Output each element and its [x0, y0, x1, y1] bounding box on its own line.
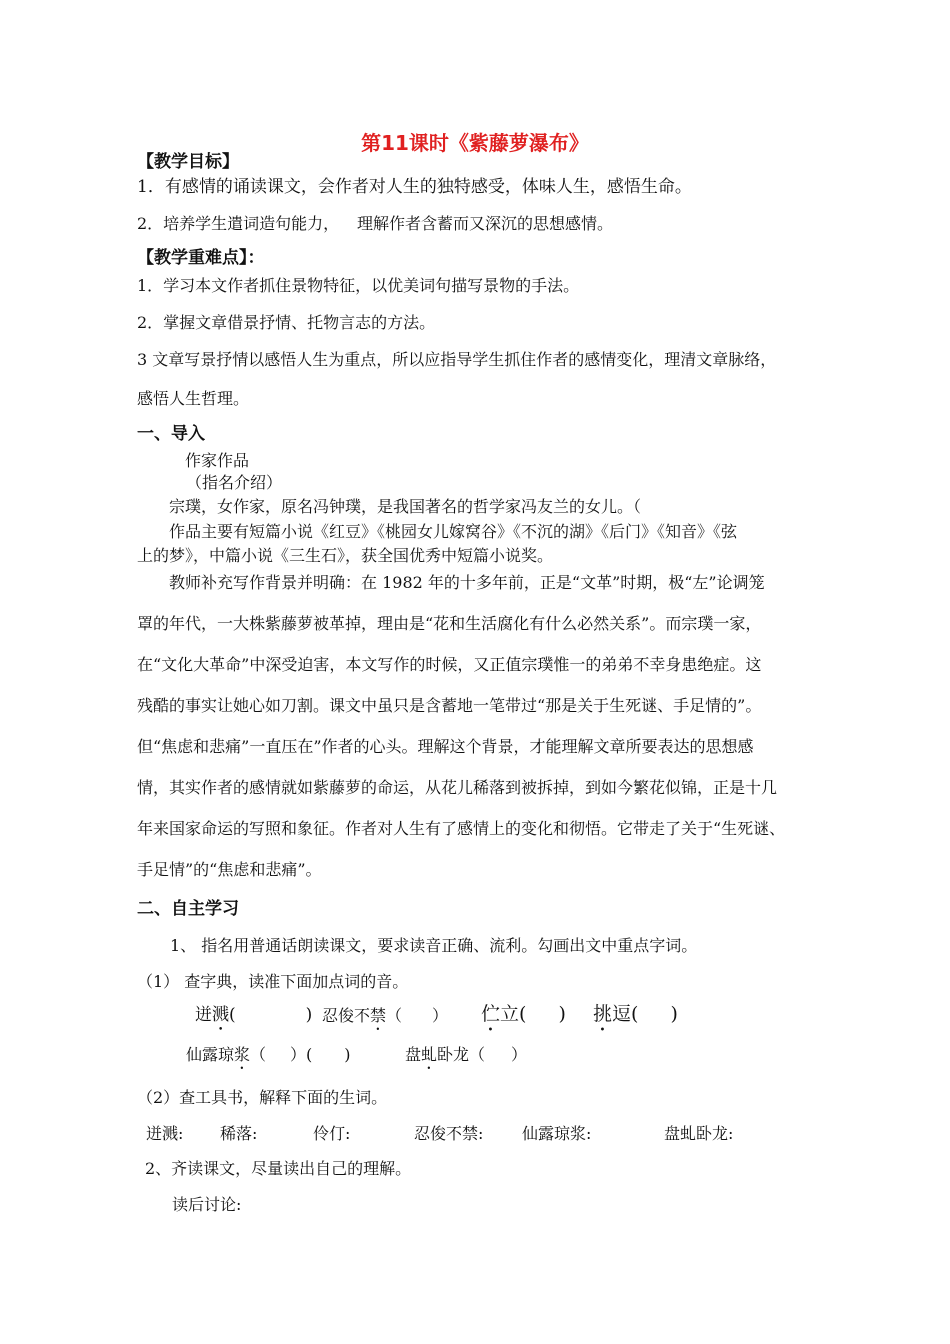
intro-heading: 一、导入	[137, 424, 205, 444]
page-title: 第11课时《紫藤萝瀑布》	[361, 131, 589, 155]
intro-line: 作品主要有短篇小说《红豆》《桃园女儿嫁窝谷》《不沉的湖》《后门》《知音》《弦	[169, 522, 738, 541]
keypoint-3: 3 文章写景抒情以感悟人生为重点，所以应指导学生抓住作者的感情变化，理清文章脉络，	[137, 350, 777, 369]
intro-sub1: 作家作品	[185, 451, 250, 470]
study-heading: 二、自主学习	[137, 899, 239, 919]
pron-item: 迸溅( )	[195, 1005, 313, 1025]
keypoint-2: 2．掌握文章借景抒情、托物言志的方法。	[137, 313, 436, 332]
intro-line: 残酷的事实让她心如刀割。课文中虽只是含蓄地一笔带过“那是关于生死谜、手足情的”。	[137, 696, 762, 715]
keypoint-1: 1．学习本文作者抓住景物特征，以优美词句描写景物的手法。	[137, 276, 580, 295]
intro-line: 但“焦虑和悲痛”一直压在”作者的心头。理解这个背景，才能理解文章所要表达的思想感	[137, 737, 754, 756]
pron-item: 伫立( )	[481, 1003, 566, 1025]
vocab-item: 稀落:	[220, 1124, 258, 1143]
goal-2: 2．培养学生遣词造句能力，	[137, 214, 340, 233]
keypoint-3-cont: 感悟人生哲理。	[137, 389, 250, 408]
study-item-2: 2、齐读课文，尽量读出自己的理解。	[145, 1159, 412, 1178]
discussion-label: 读后讨论:	[172, 1195, 242, 1214]
vocab-item: 仙露琼浆:	[522, 1124, 592, 1143]
intro-line: 教师补充写作背景并明确：在 1982 年的十多年前，正是“文革”时期，极“左”论调笼	[169, 573, 765, 592]
question-2: （2）查工具书，解释下面的生词。	[137, 1088, 388, 1107]
pron-item: 仙露琼浆（ ）( )	[186, 1045, 351, 1064]
vocab-item: 伶仃:	[313, 1124, 351, 1143]
intro-line: 年来国家命运的写照和象征。作者对人生有了感情上的变化和彻悟。它带走了关于“生死谜、	[137, 819, 786, 838]
study-item-1: 1、 指名用普通话朗读课文，要求读音正确、流利。勾画出文中重点字词。	[170, 936, 698, 955]
intro-line: 罩的年代，一大株紫藤萝被革掉，理由是“花和生活腐化有什么必然关系”。而宗璞一家，	[137, 614, 762, 633]
intro-line: 在“文化大革命”中深受迫害，本文写作的时候，又正值宗璞惟一的弟弟不幸身患绝症。这	[137, 655, 762, 674]
keypoints-heading: 【教学重难点】：	[137, 248, 265, 268]
intro-line: 情，其实作者的感情就如紫藤萝的命运，从花儿稀落到被拆掉，到如今繁花似锦，正是十几	[137, 778, 778, 797]
vocab-item: 盘虬卧龙:	[664, 1124, 734, 1143]
goals-heading: 【教学目标】	[137, 152, 239, 172]
pron-item: 忍俊不禁（ ）	[322, 1006, 449, 1025]
pron-item: 盘虬卧龙（ ）	[405, 1045, 528, 1064]
intro-sub2: （指名介绍）	[186, 473, 283, 492]
goal-2-cont: 理解作者含蓄而又深沉的思想感情。	[357, 214, 614, 233]
intro-line: 宗璞，女作家，原名冯钟璞，是我国著名的哲学家冯友兰的女儿。（	[169, 497, 642, 516]
intro-line: 上的梦》，中篇小说《三生石》，获全国优秀中短篇小说奖。	[137, 546, 554, 565]
pron-item: 挑逗( )	[593, 1003, 678, 1025]
vocab-item: 忍俊不禁:	[414, 1124, 484, 1143]
question-1: （1） 查字典，读准下面加点词的音。	[137, 972, 409, 991]
vocab-item: 迸溅:	[146, 1124, 184, 1143]
intro-line: 手足情”的“焦虑和悲痛”。	[137, 860, 322, 879]
goal-1: 1．有感情的诵读课文，会作者对人生的独特感受，体味人生，感悟生命。	[137, 177, 692, 197]
